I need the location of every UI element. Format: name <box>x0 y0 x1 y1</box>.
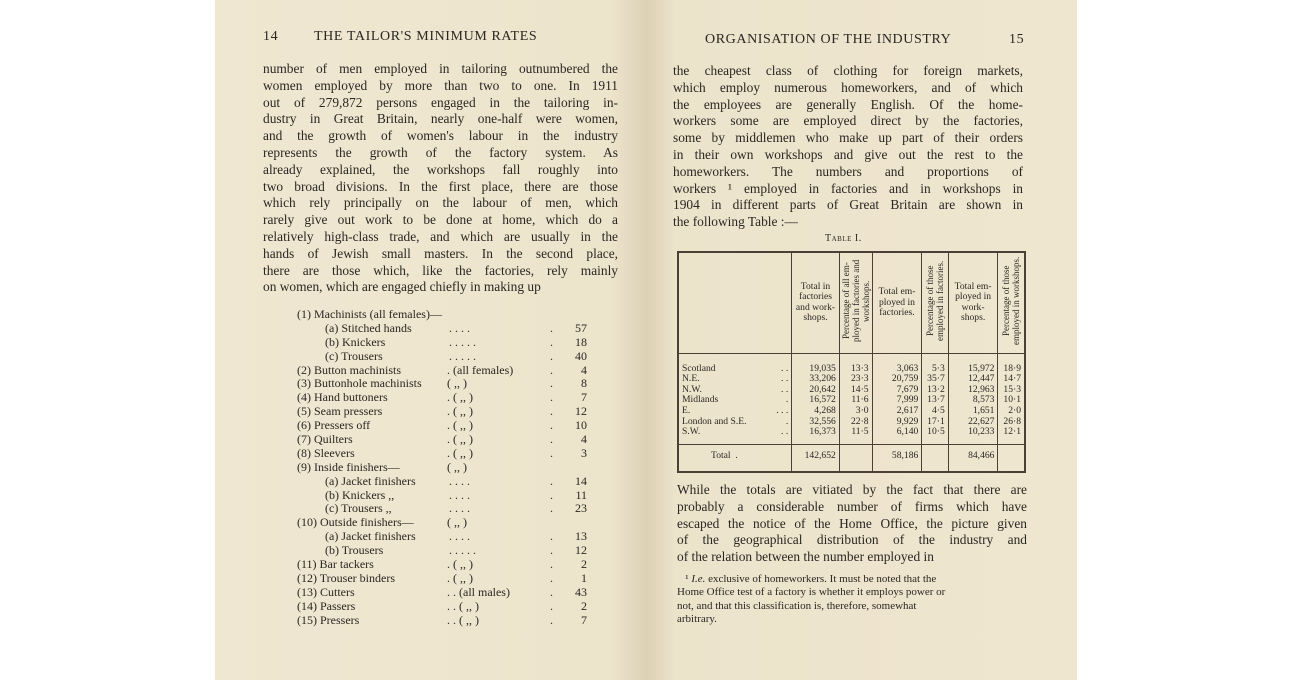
occupation-row <box>297 391 587 405</box>
col-total <box>792 353 840 444</box>
occupation-count: 7 <box>581 390 587 405</box>
occupation-label: (11) Bar tackers <box>297 557 374 572</box>
table-cell: 2·0 <box>1008 404 1021 416</box>
leader-dot: . <box>550 418 553 433</box>
table-cell: 10·1 <box>1003 394 1021 406</box>
region-dots: . <box>785 415 789 427</box>
footnote-line-4: arbitrary. <box>677 612 717 625</box>
table-body <box>678 353 1025 444</box>
occupation-count: 2 <box>581 598 587 613</box>
occupation-row <box>297 433 587 447</box>
occupation-label: (12) Trouser binders <box>297 570 395 585</box>
occupation-note: . ( ,, ) <box>447 418 473 433</box>
text-line: hands of Jewish small masters. In the second place, <box>263 245 618 261</box>
table-cell: 4·5 <box>931 404 945 416</box>
header-workshops: Total em-ployed in work-shops. <box>948 252 998 353</box>
occupation-dots: . . . . . <box>449 334 476 349</box>
occupation-row <box>297 308 587 322</box>
table-cell: 11·5 <box>851 426 869 438</box>
occupation-label: (a) Stitched hands <box>325 320 412 335</box>
text-line: number of men employed in tailoring outnumbered the <box>263 61 618 76</box>
table-cell: 13·7 <box>927 394 945 406</box>
leader-dot: . <box>550 584 553 599</box>
leader-dot: . <box>550 320 553 335</box>
text-line: represents the growth of the factory system. As <box>263 144 618 160</box>
text-line: rarely give out work to be done at home, which do a <box>263 212 618 228</box>
leader-dot: . <box>550 445 553 460</box>
occupation-count: 10 <box>575 418 587 433</box>
occupation-note: ( ,, ) <box>447 376 467 391</box>
occupation-note: . . ( ,, ) <box>447 598 479 613</box>
text-line: escaped the notice of the Home Office, the picture given <box>677 515 1027 531</box>
occupation-count: 40 <box>575 348 587 363</box>
total-pct-fact-blank <box>922 444 948 472</box>
text-line: on women, which are engaged chiefly in making up <box>263 279 541 295</box>
occupation-label: (7) Quilters <box>297 432 353 447</box>
occupation-note: . ( ,, ) <box>447 570 473 585</box>
table-cell: 16,572 <box>809 394 836 406</box>
occupation-label: (1) Machinists (all females)— <box>297 307 442 321</box>
occupation-label: (13) Cutters <box>297 584 355 599</box>
occupation-count: 4 <box>581 362 587 377</box>
table-region-cell <box>682 395 788 406</box>
occupation-note: . ( ,, ) <box>447 445 473 460</box>
occupation-dots: . . . . <box>449 473 470 488</box>
table-cell: 2,617 <box>896 404 919 416</box>
table-cell: 10,233 <box>968 426 995 438</box>
text-line: While the totals are vitiated by the fact that there are <box>677 482 1027 497</box>
occupation-dots: . . . . . <box>449 348 476 363</box>
occupation-row <box>297 558 587 572</box>
region-name: S.W. <box>682 426 701 438</box>
employment-table <box>677 251 1026 473</box>
leader-dot: . <box>550 348 553 363</box>
region-name: London and S.E. <box>682 415 747 427</box>
total-pct-work-blank <box>998 444 1025 472</box>
text-line: 1904 in different parts of Great Britain are shown in <box>673 197 1023 213</box>
occupation-label: (5) Seam pressers <box>297 404 383 419</box>
table-cell: 32,556 <box>809 415 836 427</box>
occupation-row <box>297 475 587 489</box>
occupation-count: 2 <box>581 557 587 572</box>
occupation-dots: . . . . <box>449 487 470 502</box>
occupation-note: . ( ,, ) <box>447 557 473 572</box>
footnote-line-1: ¹ I.e. exclusive of homeworkers. It must be noted that the <box>685 573 937 585</box>
table-cell: 14·7 <box>1003 373 1021 385</box>
table-cell: 22,627 <box>968 415 995 427</box>
occupation-count: 13 <box>575 529 587 544</box>
leader-dot: . <box>550 473 553 488</box>
leader-dot: . <box>550 598 553 613</box>
total-pct-all-blank <box>839 444 872 472</box>
occupation-label: (a) Jacket finishers <box>325 473 416 488</box>
leader-dot: . <box>550 362 553 377</box>
occupation-row <box>297 544 587 558</box>
table-cell: 13·2 <box>927 383 945 395</box>
occupation-note: . ( ,, ) <box>447 432 473 447</box>
occupation-row <box>297 489 587 503</box>
occupation-label: (15) Pressers <box>297 612 360 627</box>
occupation-dots: . . . . <box>449 320 470 335</box>
occupation-label: (c) Trousers ,, <box>325 501 392 516</box>
text-line: which rely principally on the labour of men, which <box>263 195 618 211</box>
occupation-label: (b) Trousers <box>325 543 384 558</box>
occupation-label: (10) Outside finishers— <box>297 515 414 530</box>
occupation-row <box>297 502 587 516</box>
col-pct-all <box>839 353 872 444</box>
region-name: N.W. <box>682 383 702 395</box>
footnote-line-3: not, and that this classification is, therefore, somewhat <box>677 599 917 612</box>
occupation-row <box>297 336 587 350</box>
occupation-row <box>297 614 587 628</box>
left-page <box>215 0 645 680</box>
occupation-count: 43 <box>575 584 587 599</box>
table-cell: 19,035 <box>809 362 836 374</box>
table-cell: 7,679 <box>896 383 919 395</box>
text-line: which employ numerous homeworkers, and of which <box>673 79 1023 95</box>
occupation-row <box>297 364 587 378</box>
leader-dot: . <box>550 501 553 516</box>
table-cell: 8,573 <box>972 394 995 406</box>
occupation-row <box>297 447 587 461</box>
region-name: N.E. <box>682 373 700 385</box>
text-line: there are those which, like the factories, rely mainly <box>263 262 618 278</box>
header-pct-all: Percentage of all em-ployed in factories and workshops. <box>839 252 872 353</box>
text-line: the cheapest class of clothing for foreign markets, <box>673 63 1023 78</box>
leader-dot: . <box>550 404 553 419</box>
table-region-cell <box>682 427 788 438</box>
occupation-count: 14 <box>575 473 587 488</box>
occupation-count: 11 <box>575 487 587 502</box>
col-region <box>678 353 792 444</box>
occupation-count: 1 <box>581 570 587 585</box>
occupation-dots: . . . . <box>449 529 470 544</box>
occupation-row <box>297 350 587 364</box>
leader-dot: . <box>550 334 553 349</box>
occupation-row <box>297 419 587 433</box>
table-cell: 20,759 <box>891 373 919 385</box>
occupation-count: 12 <box>575 543 587 558</box>
col-pct-workshops <box>998 353 1025 444</box>
occupation-note: . (all females) <box>447 362 514 377</box>
col-factories <box>872 353 922 444</box>
text-line: in their own workshops and give out the rest to the <box>673 146 1023 162</box>
table-cell: 9,929 <box>896 415 919 427</box>
running-head-left: THE TAILOR'S MINIMUM RATES <box>314 29 538 44</box>
occupation-label: (8) Sleevers <box>297 445 355 460</box>
right-page <box>645 0 1077 680</box>
total-all: 142,652 <box>792 444 840 472</box>
table-cell: 12,963 <box>968 383 995 395</box>
col-pct-factories <box>922 353 948 444</box>
region-name: E. <box>682 404 691 416</box>
table-cell: 22·8 <box>851 415 869 427</box>
table-caption: Table I. <box>825 233 862 244</box>
leader-dot: . <box>550 557 553 572</box>
table-cell: 16,373 <box>809 426 836 438</box>
text-line: and the growth of women's labour in the industry <box>263 128 618 144</box>
leader-dot: . <box>550 570 553 585</box>
table-header-row <box>678 252 1025 353</box>
total-factories: 58,186 <box>872 444 922 472</box>
table-cell: 35·7 <box>927 373 945 385</box>
region-dots: . . . <box>776 404 789 416</box>
occupation-dots: . . . . <box>449 501 470 516</box>
table-cell: 4,268 <box>814 404 836 416</box>
header-pct-workshops: Percentage of those employed in workshops. <box>998 252 1025 353</box>
text-line: women employed by more than two to one. In 1911 <box>263 77 618 93</box>
table-cell: 26·8 <box>1003 415 1021 427</box>
occupation-note: . ( ,, ) <box>447 390 473 405</box>
table-cell: 15·3 <box>1003 383 1021 395</box>
header-total: Total in factories and work-shops. <box>792 252 840 353</box>
occupation-count: 7 <box>581 612 587 627</box>
occupation-count: 23 <box>575 501 587 516</box>
table-cell: 3·0 <box>855 404 869 416</box>
occupation-note: . . ( ,, ) <box>447 612 479 627</box>
table-cell: 1,651 <box>972 404 995 416</box>
occupation-row <box>297 322 587 336</box>
occupation-count: 8 <box>581 376 587 391</box>
occupation-label: (b) Knickers <box>325 334 386 349</box>
occupation-dots: . . . . . <box>449 543 476 558</box>
table-cell: 12·1 <box>1003 426 1021 438</box>
text-line: of the geographical distribution of the industry and <box>677 532 1027 548</box>
occupation-row <box>297 516 587 530</box>
total-label: Total . <box>678 444 792 472</box>
table-cell: 5·3 <box>931 362 945 374</box>
occupation-label: (b) Knickers ,, <box>325 487 395 502</box>
table-cell: 14·5 <box>851 383 869 395</box>
right-paragraph-2 <box>677 482 1027 566</box>
occupation-label: (a) Jacket finishers <box>325 529 416 544</box>
occupation-row <box>297 377 587 391</box>
table-cell: 7,999 <box>896 394 919 406</box>
header-pct-factories: Percentage of those employed in factories. <box>922 252 948 353</box>
table-cell: 15,972 <box>968 362 995 374</box>
table-total-row <box>678 444 1025 472</box>
table-cell: 3,063 <box>896 362 919 374</box>
occupation-row <box>297 600 587 614</box>
text-line: of the relation between the number employed in <box>677 549 934 565</box>
leader-dot: . <box>550 376 553 391</box>
right-paragraph <box>673 63 1023 231</box>
region-name: Scotland <box>682 362 716 374</box>
occupation-row <box>297 405 587 419</box>
total-workshops: 84,466 <box>948 444 998 472</box>
occupation-row <box>297 586 587 600</box>
leader-dot: . <box>550 612 553 627</box>
occupation-label: (c) Trousers <box>325 348 383 363</box>
table-cell: 20,642 <box>809 383 836 395</box>
text-line: probably a considerable number of firms which have <box>677 498 1027 514</box>
table-cell: 6,140 <box>896 426 919 438</box>
left-paragraph <box>263 61 618 296</box>
text-line: two broad divisions. In the first place, there are those <box>263 178 618 194</box>
occupation-label: (4) Hand buttoners <box>297 390 388 405</box>
occupation-label: (3) Buttonhole machinists <box>297 376 422 391</box>
occupation-label: (9) Inside finishers— <box>297 459 400 474</box>
occupation-note: . . (all males) <box>447 584 510 599</box>
header-factories: Total em-ployed in factories. <box>872 252 922 353</box>
occupation-note: . ( ,, ) <box>447 404 473 419</box>
table-cell: 10·5 <box>927 426 945 438</box>
table-cell: 33,206 <box>809 373 836 385</box>
footnote-line-2: Home Office test of a factory is whether it employs power or <box>677 586 946 599</box>
text-line: relatively high-class trade, and which are usually in the <box>263 228 618 244</box>
region-name: Midlands <box>682 394 719 406</box>
footnote <box>677 573 1027 626</box>
occupation-label: (6) Pressers off <box>297 418 371 433</box>
text-line: workers ¹ employed in factories and in workshops in <box>673 180 1023 196</box>
page-number-left: 14 <box>263 29 279 44</box>
leader-dot: . <box>550 543 553 558</box>
region-dots: . . <box>781 383 789 395</box>
text-line: already explained, the workshops fall roughly into <box>263 161 618 177</box>
leader-dot: . <box>550 529 553 544</box>
occupation-list <box>297 308 587 627</box>
text-line: some by middlemen who make up part of their orders <box>673 130 1023 146</box>
region-dots: . . <box>781 362 789 374</box>
occupation-count: 57 <box>575 320 587 335</box>
text-line: homeworkers. The numbers and proportions of <box>673 163 1023 179</box>
occupation-row <box>297 461 587 475</box>
table-cell: 12,447 <box>968 373 995 385</box>
occupation-label: (2) Button machinists <box>297 362 401 377</box>
header-region <box>678 252 792 353</box>
occupation-count: 18 <box>575 334 587 349</box>
table-cell: 11·6 <box>851 394 869 406</box>
region-dots: . <box>785 394 789 406</box>
occupation-row <box>297 530 587 544</box>
col-workshops <box>948 353 998 444</box>
running-head-right: ORGANISATION OF THE INDUSTRY <box>705 32 952 47</box>
table-cell: 18·9 <box>1003 362 1021 374</box>
region-dots: . . <box>781 426 789 438</box>
leader-dot: . <box>550 487 553 502</box>
page-number-right: 15 <box>1009 32 1025 47</box>
text-line: dustry in Great Britain, nearly one-half were women, <box>263 111 618 127</box>
occupation-note: ( ,, ) <box>447 459 467 474</box>
text-line: workers some are employed direct by the factories, <box>673 113 1023 129</box>
table-cell: 23·3 <box>851 373 869 385</box>
text-line: out of 279,872 persons engaged in the tailoring in- <box>263 94 618 110</box>
table-cell: 13·3 <box>851 362 869 374</box>
leader-dot: . <box>550 390 553 405</box>
occupation-count: 12 <box>575 404 587 419</box>
text-line: the following Table :— <box>673 214 798 230</box>
table-cell: 17·1 <box>927 415 945 427</box>
occupation-count: 4 <box>581 432 587 447</box>
region-dots: . . <box>781 373 789 385</box>
leader-dot: . <box>550 432 553 447</box>
occupation-label: (14) Passers <box>297 598 356 613</box>
occupation-note: ( ,, ) <box>447 515 467 530</box>
text-line: the employees are generally English. Of the home- <box>673 96 1023 112</box>
occupation-row <box>297 572 587 586</box>
occupation-count: 3 <box>581 445 587 460</box>
